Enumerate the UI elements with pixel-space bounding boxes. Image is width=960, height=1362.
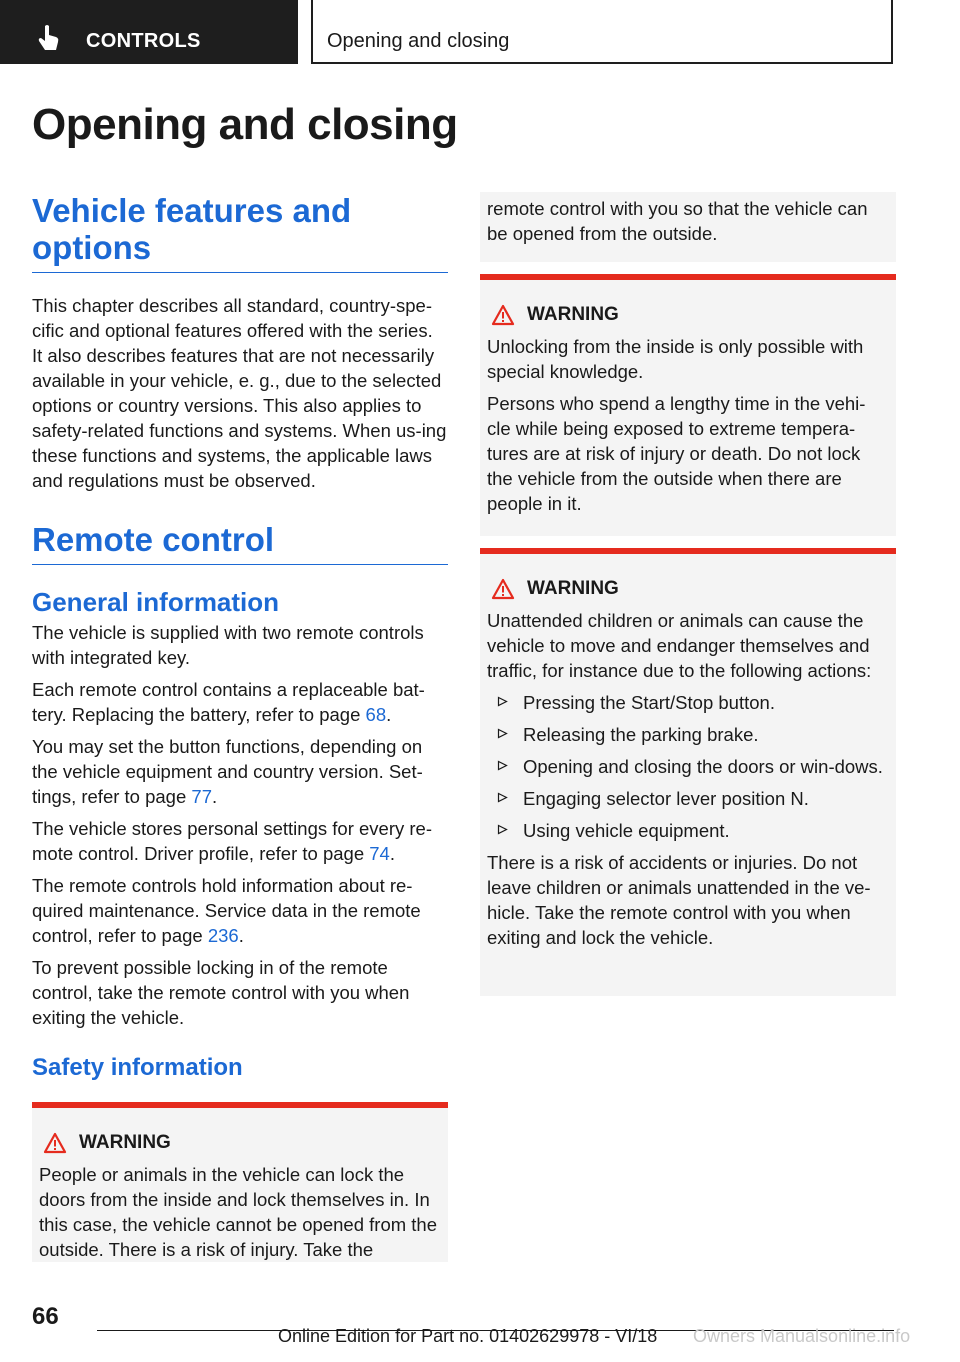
list-item: Using vehicle equipment. [487, 818, 889, 843]
remote-control-heading: Remote control [32, 521, 448, 565]
bullet-triangle-icon [497, 696, 508, 707]
watermark: Owners Manualsonline.info [693, 1326, 911, 1346]
warning3-list [487, 690, 889, 843]
page-number: 66 [32, 1303, 59, 1330]
list-item: Releasing the parking brake. [487, 722, 889, 747]
topic-header [311, 0, 893, 64]
warning1-text: People or animals in the vehicle can lock the doors from the inside and lock themselves in. In this case, the vehicle cannot be opened from the outside. There is a risk of injury. Take the [39, 1164, 438, 1260]
left-column [32, 192, 448, 1262]
vehicle-features-body: This chapter describes all standard, country-spe-cific and optional features offered with the series. It also describes features that are not necessarily available in your vehicle, e. g., due to the selected options or country versions. This also applies to safety-related functions and systems. When us-ing these functions and systems, the applicable laws and regulations must be observed. [32, 295, 447, 491]
bullet-triangle-icon [497, 792, 508, 803]
warning-triangle-icon [491, 304, 515, 326]
hand-pointer-icon [38, 24, 60, 52]
warning2-p2: Persons who spend a lengthy time in the vehi-cle while being exposed to extreme tempera-tures are at risk of injury or death. Do not lock the vehicle from the outside when there are people in it. [487, 393, 866, 514]
page-link-74[interactable]: 74 [369, 843, 390, 864]
warning3-intro: Unattended children or animals can cause the vehicle to move and endanger themselves and traffic, for instance due to the following actions: [487, 610, 872, 681]
list-item: Opening and closing the doors or win-dows. [487, 754, 889, 779]
general-information-heading: General information [32, 587, 280, 617]
general-p2: Each remote control contains a replaceable bat-tery. Replacing the battery, refer to page 68. [32, 679, 425, 725]
list-item: Pressing the Start/Stop button. [487, 690, 889, 715]
bullet-triangle-icon [497, 824, 508, 835]
warning-box-1 [32, 1102, 448, 1262]
warning-header [39, 1132, 441, 1154]
warning-box-1-continued [480, 192, 896, 262]
general-p4: The vehicle stores personal settings for every re-mote control. Driver profile, refer to page 74. [32, 818, 432, 864]
topic-label: Opening and closing [327, 30, 510, 52]
warning-box-2 [480, 274, 896, 536]
general-p5: The remote controls hold information about re-quired maintenance. Service data in the remote control, refer to page 236. [32, 875, 421, 946]
general-p6: To prevent possible locking in of the remote control, take the remote control with you when exiting the vehicle. [32, 957, 410, 1028]
vehicle-features-heading: Vehicle features and options [32, 192, 448, 273]
general-p3: You may set the button functions, depending on the vehicle equipment and country version. Set-tings, refer to page 77. [32, 736, 423, 807]
right-column [480, 192, 896, 996]
warning-triangle-icon [43, 1132, 67, 1154]
page-link-77[interactable]: 77 [191, 786, 212, 807]
warning-label: WARNING [527, 304, 619, 325]
warning-label: WARNING [79, 1132, 171, 1153]
general-p1: The vehicle is supplied with two remote controls with integrated key. [32, 622, 424, 668]
warning-box-3 [480, 548, 896, 996]
warning-header [487, 304, 889, 326]
safety-information-heading: Safety information [32, 1054, 243, 1081]
warning1-continuation: remote control with you so that the vehicle can be opened from the outside. [487, 198, 868, 244]
bullet-triangle-icon [497, 760, 508, 771]
warning3-outro: There is a risk of accidents or injuries. Do not leave children or animals unattended in the ve-hicle. Take the remote control with you when exiting and lock the vehicle. [487, 852, 871, 948]
edition-note: Online Edition for Part no. 01402629978 - VI/18 [278, 1326, 658, 1346]
page-title: Opening and closing [32, 100, 458, 149]
bullet-triangle-icon [497, 728, 508, 739]
section-label: CONTROLS [86, 30, 201, 52]
warning-triangle-icon [491, 578, 515, 600]
list-item: Engaging selector lever position N. [487, 786, 889, 811]
page-link-236[interactable]: 236 [207, 925, 239, 946]
warning-header [487, 578, 889, 600]
warning-label: WARNING [527, 578, 619, 599]
section-tab [0, 0, 298, 64]
warning2-p1: Unlocking from the inside is only possible with special knowledge. [487, 336, 864, 382]
page-link-68[interactable]: 68 [365, 704, 387, 725]
